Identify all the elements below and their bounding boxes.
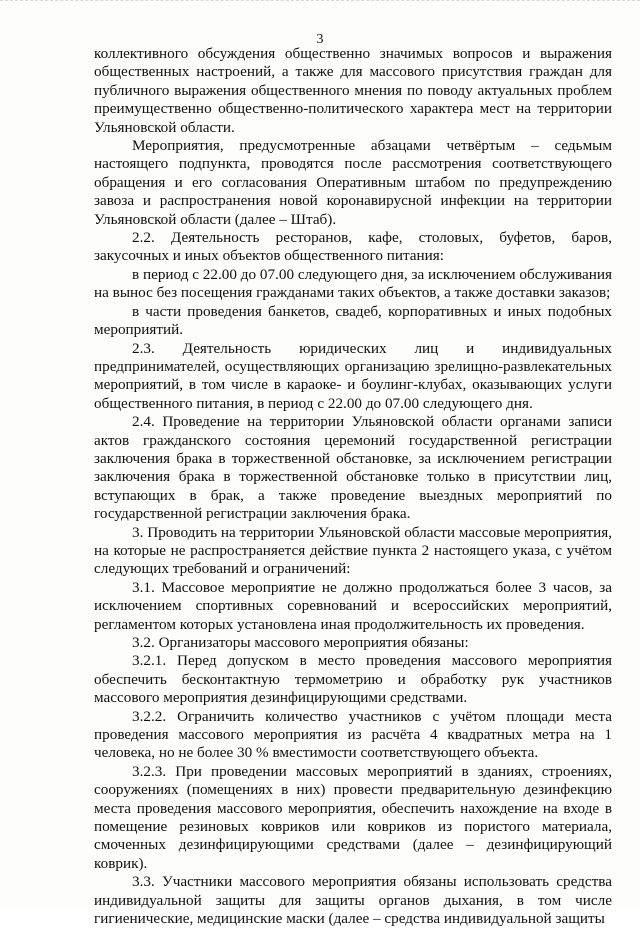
page-number: 3: [316, 32, 324, 47]
paragraph-3-2-2: 3.2.2. Ограничить количество участников с учётом площади места проведения массового мероприятия из расчёта 4 квадратных метра на 1 человека, но не более 30 % вместимости соответствующего объекта.: [94, 707, 612, 762]
paragraph-3-2-3: 3.2.3. При проведении массовых мероприятий в зданиях, строениях, сооружениях (помещениях в них) провести предварительную дезинфекцию места проведения массового мероприятия, обеспечить нахождение на входе в помещение резиновых ковриков или ковриков из пористого материала, смоченных дезинфицирующими средствами (далее – дезинфицирующий коврик).: [94, 762, 612, 872]
paragraph-3-1: 3.1. Массовое мероприятие не должно продолжаться более 3 часов, за исключением спортивных соревнований и всероссийских мероприятий, регламентом которых установлена иная продолжительность их проведения.: [94, 578, 612, 633]
paragraph-2-4: 2.4. Проведение на территории Ульяновской области органами записи актов гражданского состояния церемоний государственной регистрации заключения брака в торжественной обстановке, за исключением регистрации заключения брака в торжественной обстановке только в присутствии лиц, вступающих в брак, а также проведение выездных мероприятий по государственной регистрации заключения брака.: [94, 413, 612, 523]
paragraph: в период с 22.00 до 07.00 следующего дня, за исключением обслуживания на вынос без посещения гражданами таких объектов, а также доставки заказов;: [94, 265, 612, 302]
paragraph-continuation: коллективного обсуждения общественно значимых вопросов и выражения общественных настроений, а также для массового присутствия граждан для публичного выражения общественного мнения по поводу актуальных проблем преимущественно общественно-политического характера мест на территории Ульяновской области.: [94, 45, 612, 136]
paragraph-3-2-1: 3.2.1. Перед допуском в место проведения массового мероприятия обеспечить бесконтактную термометрию и обработку рук участников массового мероприятия дезинфицирующими средствами.: [94, 652, 612, 707]
scan-top-edge: [0, 0, 640, 9]
paragraph-2-3: 2.3. Деятельность юридических лиц и индивидуальных предпринимателей, осуществляющих организацию зрелищно-развлекательных мероприятий, в том числе в караоке- и боулинг-клубах, оказывающих услуги общественного питания, в период с 22.00 до 07.00 следующего дня.: [94, 339, 612, 412]
paragraph: Мероприятия, предусмотренные абзацами четвёртым – седьмым настоящего подпункта, проводятся после рассмотрения соответствующего обращения и его согласования Оперативным штабом по предупреждению завоза и распространения новой коронавирусной инфекции на территории Ульяновской области (далее – Штаб).: [94, 137, 612, 228]
paragraph: в части проведения банкетов, свадеб, корпоративных и иных подобных мероприятий.: [94, 302, 612, 339]
paragraph-3: 3. Проводить на территории Ульяновской области массовые мероприятия, на которые не распространяется действие пункта 2 настоящего указа, с учётом следующих требований и ограничений:: [94, 523, 612, 578]
paragraph-3-2: 3.2. Организаторы массового мероприятия обязаны:: [132, 634, 469, 651]
paragraph-3-3: 3.3. Участники массового мероприятия обязаны использовать средства индивидуальной защиты для защиты органов дыхания, в том числе гигиенические, медицинские маски (далее – средства индивидуальной защиты: [94, 873, 612, 928]
document-body: [94, 45, 612, 929]
paragraph-2-2: 2.2. Деятельность ресторанов, кафе, столовых, буфетов, баров, закусочных и иных объектов общественного питания:: [94, 229, 612, 265]
